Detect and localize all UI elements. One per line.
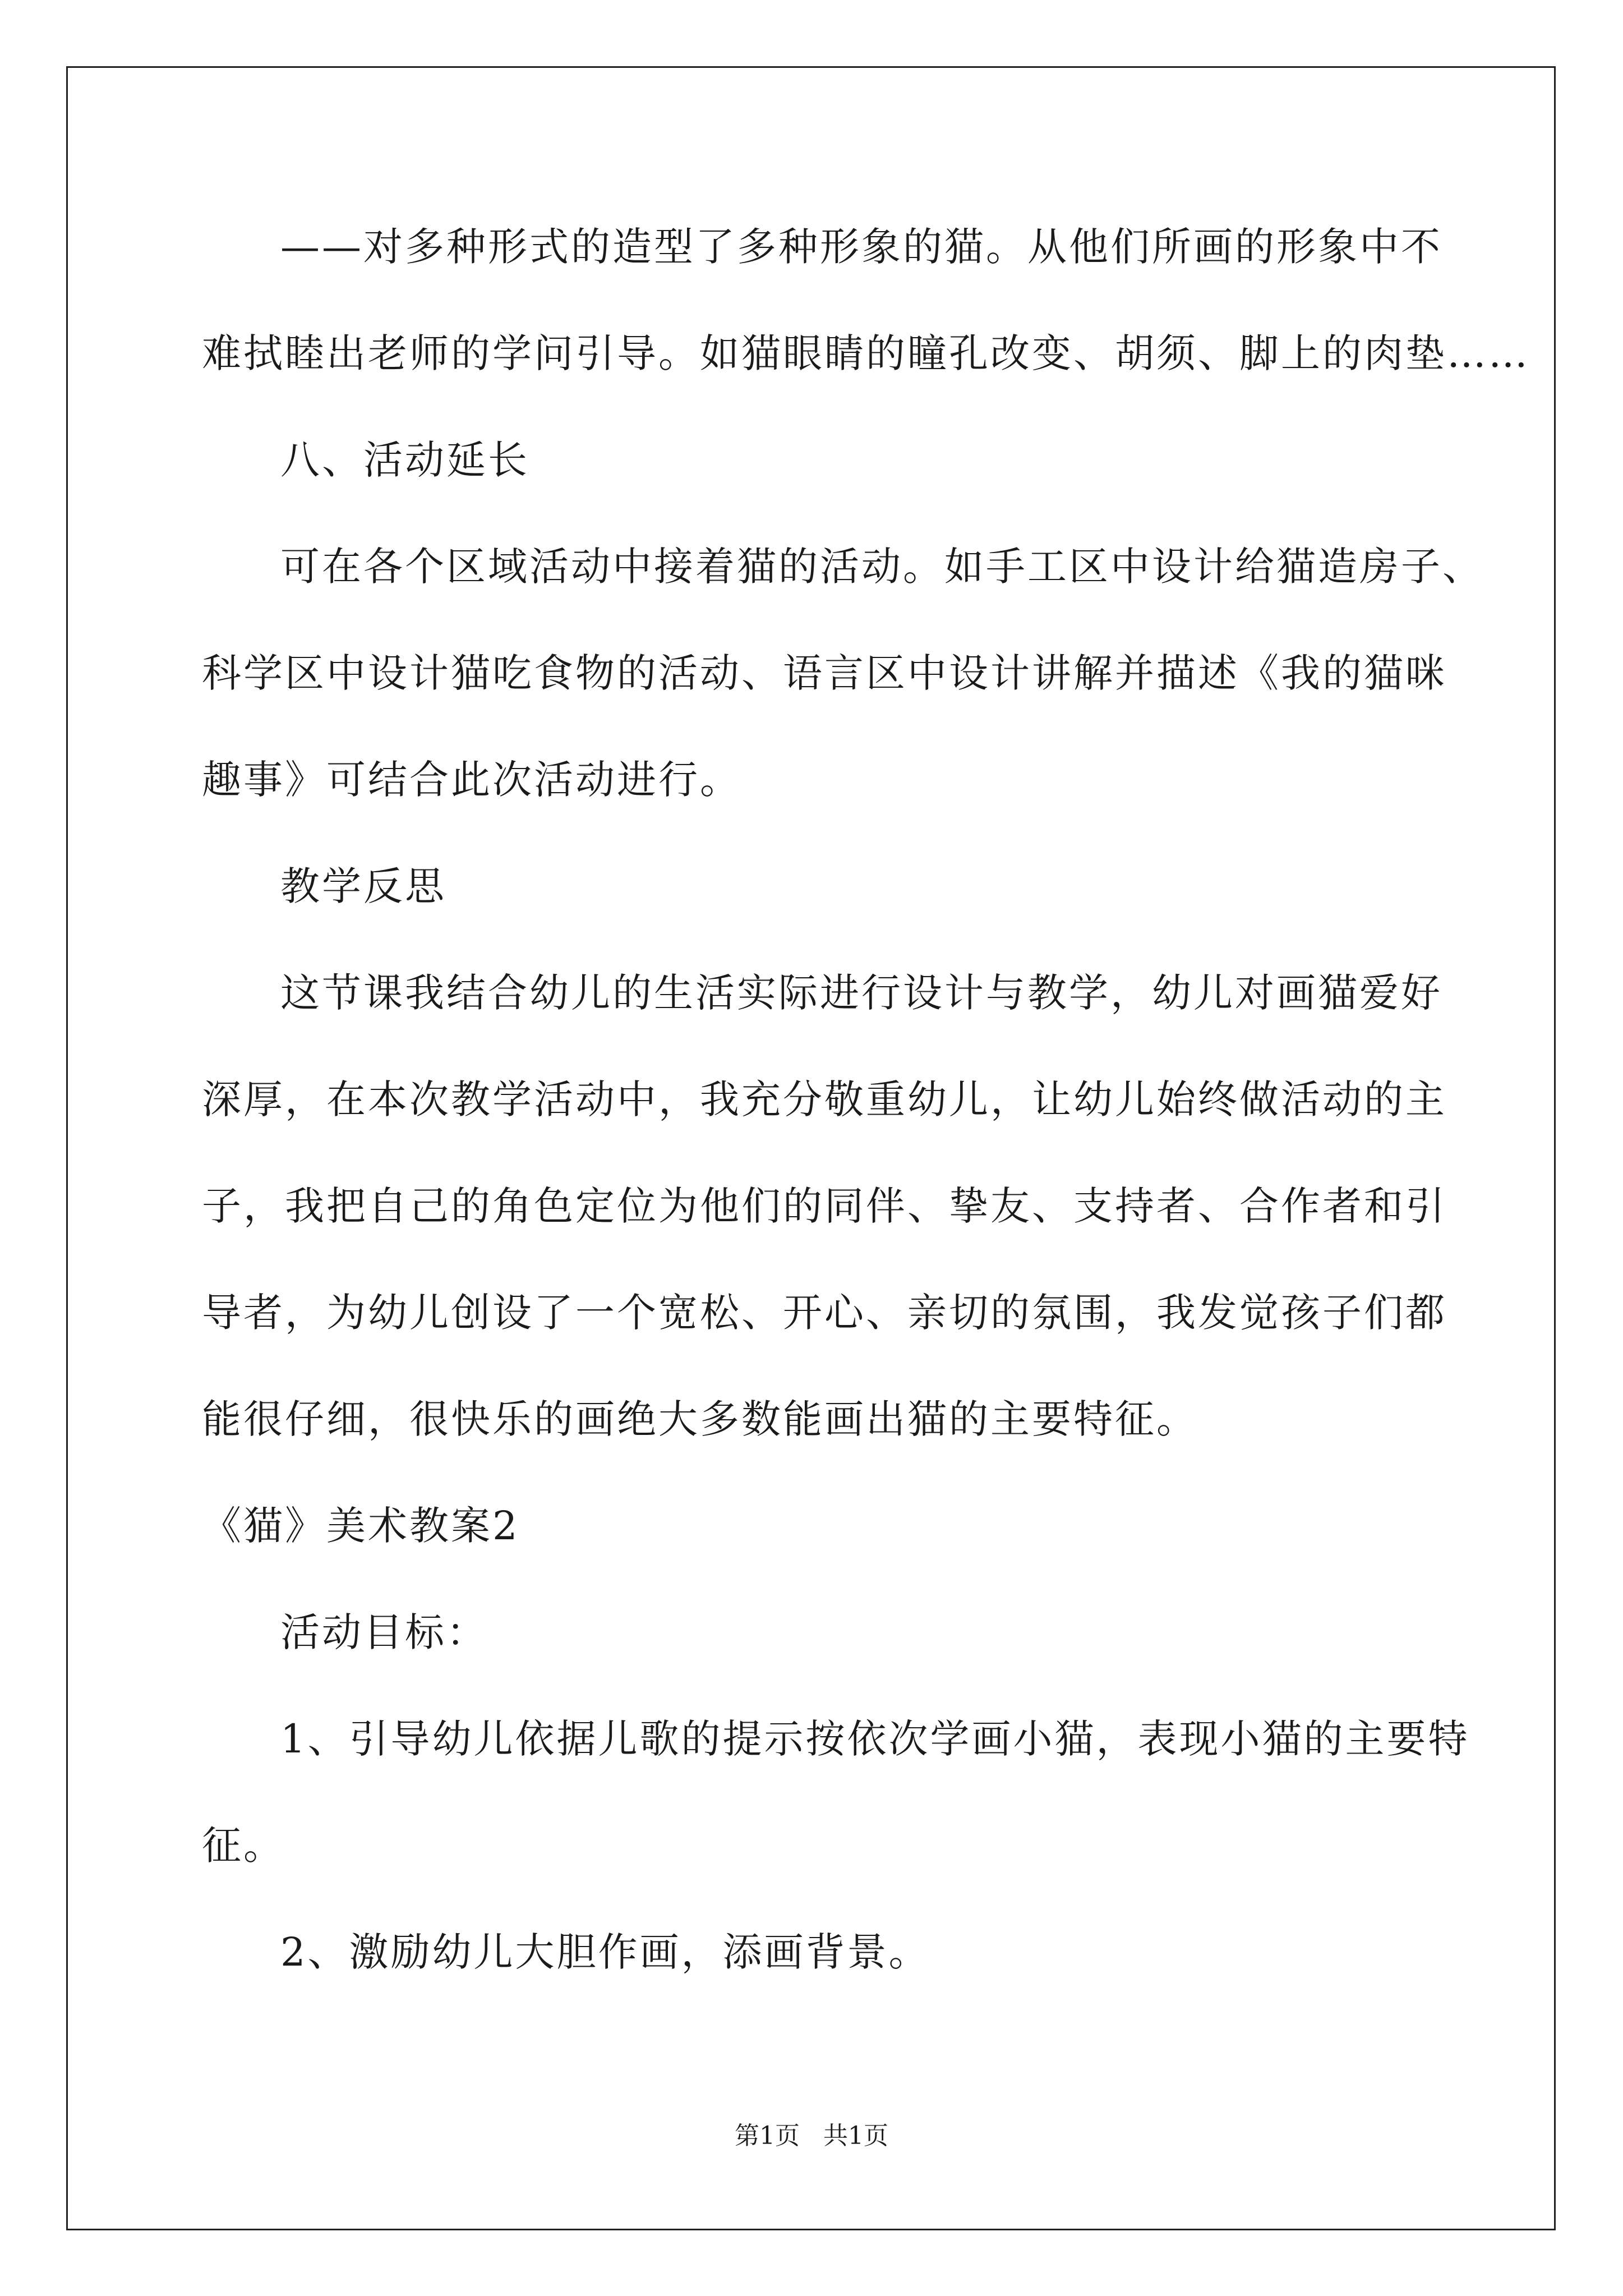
paragraph-line: 可在各个区域活动中接着猫的活动。如手工区中设计给猫造房子、 <box>280 544 1484 590</box>
paragraph-line: 导者，为幼儿创设了一个宽松、开心、亲切的氛围，我发觉孩子们都 <box>202 1290 1447 1336</box>
page-footer <box>0 2120 1623 2152</box>
document-title: 《猫》美术教案2 <box>202 1503 520 1549</box>
paragraph-line: 科学区中设计猫吃食物的活动、语言区中设计讲解并描述《我的猫咪 <box>202 650 1447 696</box>
page-number-current: 第1页 <box>735 2122 800 2150</box>
paragraph-line: 2、激励幼儿大胆作画，添画背景。 <box>280 1929 930 1975</box>
paragraph-line: 趣事》可结合此次活动进行。 <box>202 757 741 803</box>
section-heading: 八、活动延长 <box>280 437 529 483</box>
page-number-total: 共1页 <box>823 2122 888 2150</box>
paragraph-line: 深厚，在本次教学活动中，我充分敬重幼儿，让幼儿始终做活动的主 <box>202 1076 1447 1122</box>
section-heading: 教学反思 <box>280 863 446 909</box>
paragraph-line: 这节课我结合幼儿的生活实际进行设计与教学，幼儿对画猫爱好 <box>280 970 1442 1016</box>
page-border <box>66 66 1556 2230</box>
section-heading: 活动目标： <box>280 1609 488 1655</box>
paragraph-line: 征。 <box>202 1823 285 1869</box>
paragraph-line: 子，我把自己的角色定位为他们的同伴、挚友、支持者、合作者和引 <box>202 1183 1447 1229</box>
paragraph-line: 难拭睦出老师的学问引导。如猫眼睛的瞳孔改变、胡须、脚上的肉垫…… <box>202 330 1530 376</box>
paragraph-line: ——对多种形式的造型了多种形象的猫。从他们所画的形象中不 <box>280 224 1442 270</box>
paragraph-line: 能很仔细，很快乐的画绝大多数能画出猫的主要特征。 <box>202 1396 1198 1442</box>
paragraph-line: 1、引导幼儿依据儿歌的提示按依次学画小猫，表现小猫的主要特 <box>280 1716 1470 1762</box>
